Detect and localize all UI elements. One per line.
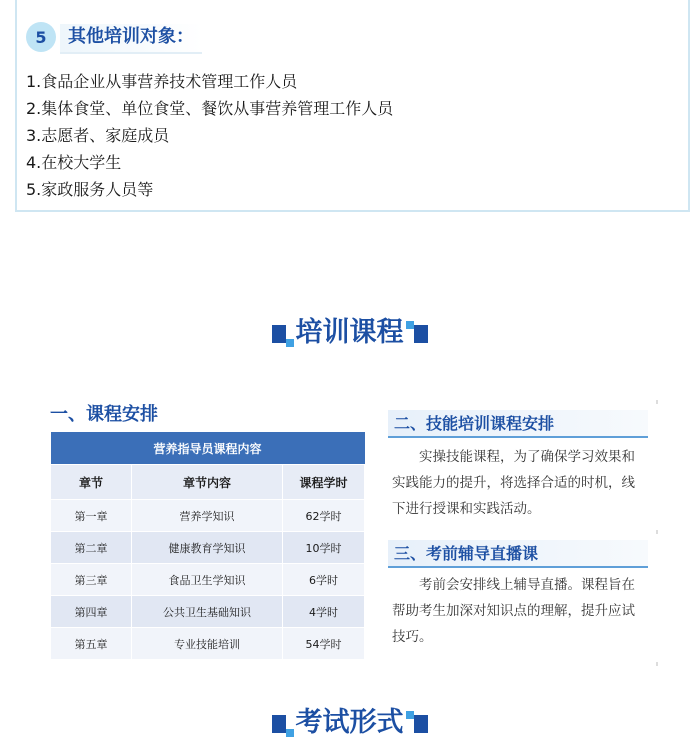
table-row bbox=[51, 500, 365, 532]
table-cell: 公共卫生基础知识 bbox=[132, 596, 283, 628]
table-cell: 食品卫生学知识 bbox=[132, 564, 283, 596]
table-row bbox=[51, 564, 365, 596]
list-item: 5.家政服务人员等 bbox=[26, 180, 154, 199]
heading-decoration-icon bbox=[414, 325, 428, 343]
table-cell: 第一章 bbox=[51, 500, 132, 532]
table-cell: 营养学知识 bbox=[132, 500, 283, 532]
table-cell: 专业技能培训 bbox=[132, 628, 283, 660]
table-cell: 第四章 bbox=[51, 596, 132, 628]
other-targets-list bbox=[26, 68, 393, 203]
exam-form-heading-text: 考试形式 bbox=[295, 707, 404, 738]
table-row bbox=[51, 628, 365, 660]
table-header: 章节 bbox=[51, 465, 132, 500]
table-cell: 54学时 bbox=[283, 628, 365, 660]
heading-decoration-icon bbox=[272, 325, 286, 343]
scroll-marker bbox=[656, 662, 658, 666]
other-targets-title: 其他培训对象： bbox=[60, 24, 202, 54]
live-class-text: 考前会安排线上辅导直播。课程旨在帮助考生加深对知识点的理解，提升应试技巧。 bbox=[392, 577, 635, 645]
section-number-badge: 5 bbox=[26, 22, 56, 52]
skills-training-title: 二、技能培训课程安排 bbox=[388, 410, 648, 438]
schedule-title: 一、课程安排 bbox=[50, 404, 158, 425]
exam-form-heading bbox=[0, 700, 699, 739]
course-table bbox=[50, 432, 365, 660]
training-course-heading-text: 培训课程 bbox=[295, 317, 404, 348]
table-cell: 第三章 bbox=[51, 564, 132, 596]
table-cell: 6学时 bbox=[283, 564, 365, 596]
table-cell: 健康教育学知识 bbox=[132, 532, 283, 564]
table-cell: 62学时 bbox=[283, 500, 365, 532]
table-cell: 第五章 bbox=[51, 628, 132, 660]
live-class-title: 三、考前辅导直播课 bbox=[388, 540, 648, 568]
table-caption: 营养指导员课程内容 bbox=[51, 432, 365, 465]
table-header: 课程学时 bbox=[283, 465, 365, 500]
scroll-marker bbox=[656, 400, 658, 404]
table-cell: 第二章 bbox=[51, 532, 132, 564]
table-row bbox=[51, 596, 365, 628]
skills-training-text: 实操技能课程，为了确保学习效果和实践能力的提升，将选择合适的时机，线下进行授课和实践活动。 bbox=[392, 449, 635, 517]
table-row bbox=[51, 532, 365, 564]
training-course-heading bbox=[0, 310, 699, 349]
heading-decoration-icon bbox=[272, 715, 286, 733]
table-cell: 10学时 bbox=[283, 532, 365, 564]
table-cell: 4学时 bbox=[283, 596, 365, 628]
heading-decoration-icon bbox=[414, 715, 428, 733]
list-item: 2.集体食堂、单位食堂、餐饮从事营养管理工作人员 bbox=[26, 99, 394, 118]
list-item: 1.食品企业从事营养技术管理工作人员 bbox=[26, 72, 298, 91]
scroll-marker bbox=[656, 530, 658, 534]
list-item: 3.志愿者、家庭成员 bbox=[26, 126, 170, 145]
table-header: 章节内容 bbox=[132, 465, 283, 500]
list-item: 4.在校大学生 bbox=[26, 153, 122, 172]
